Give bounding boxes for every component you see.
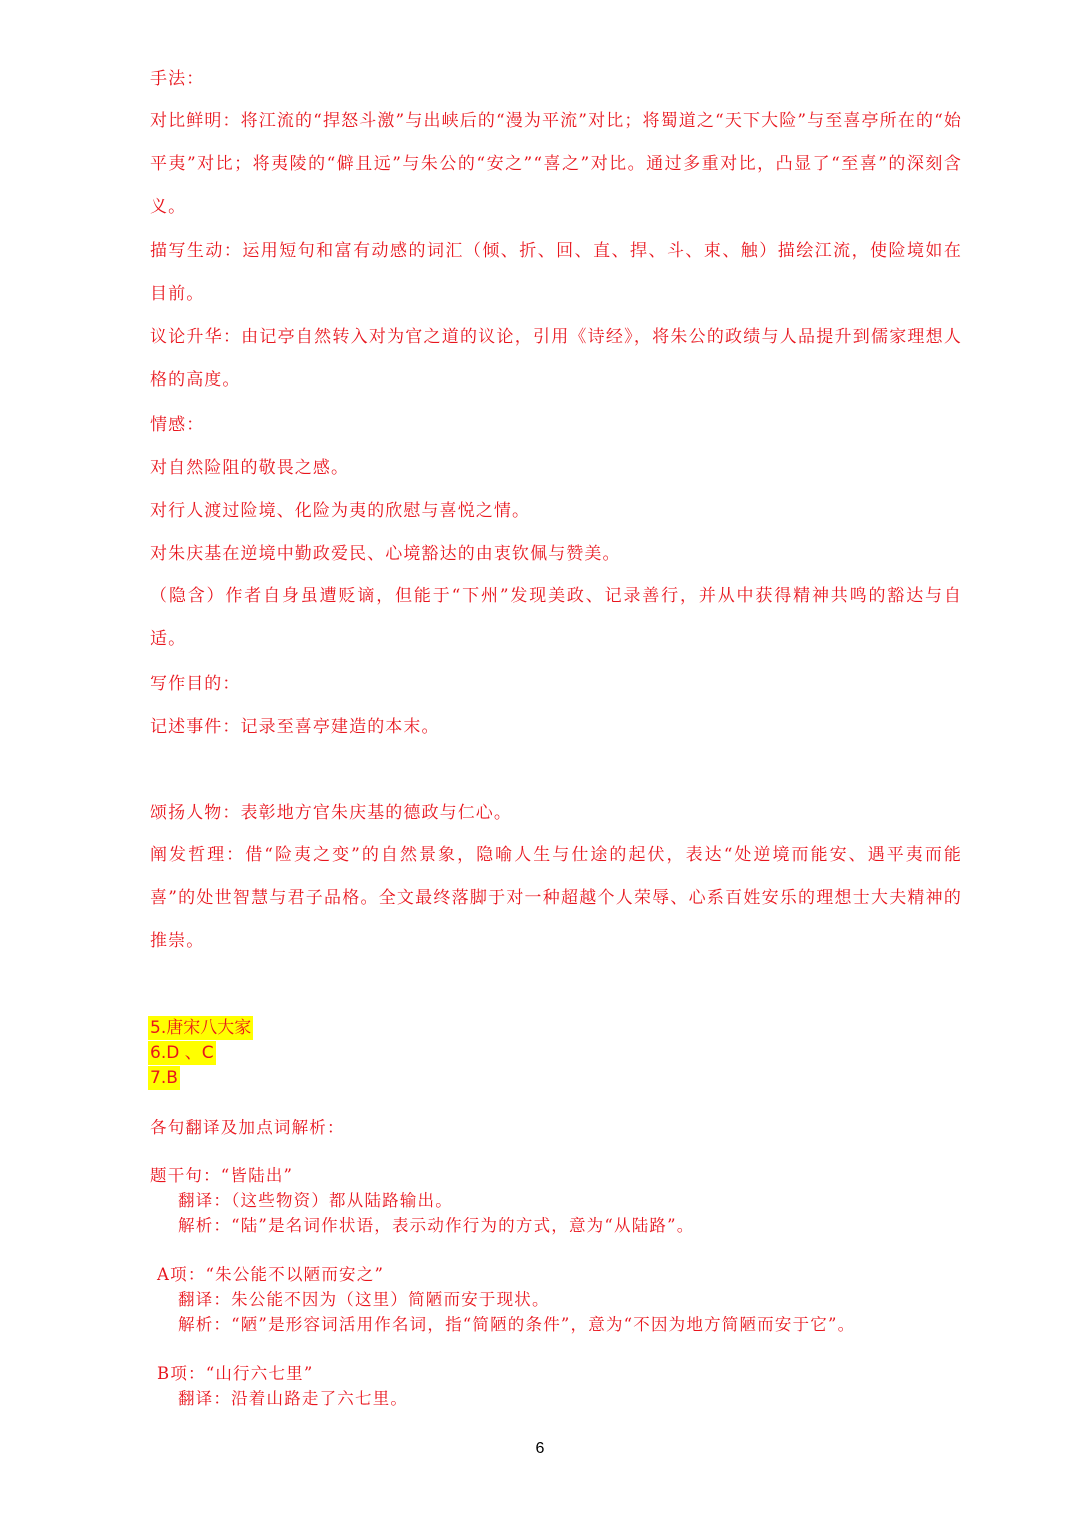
- purpose-philosophy: 阐发哲理：借“险夷之变”的自然景象，隐喻人生与仕途的起伏，表达“处逆境而能安、遇平夷而能喜”的处世智慧与君子品格。全文最终落脚于对一种超越个人荣辱、心系百姓安乐的理想士大夫精神的推崇。: [150, 845, 962, 951]
- option-b-translation: 翻译：沿着山路走了六七里。: [178, 1389, 409, 1408]
- stem-translation: 翻译：（这些物资）都从陆路输出。: [178, 1191, 453, 1210]
- emotion-heading: 情感：: [150, 415, 205, 435]
- emotion-item-3: 对朱庆基在逆境中勤政爱民、心境豁达的由衷钦佩与赞美。: [150, 544, 621, 564]
- answer-6: 6.D 、C: [150, 1043, 214, 1063]
- emotion-item-2: 对行人渡过险境、化险为夷的欣慰与喜悦之情。: [150, 501, 531, 521]
- technique-heading: 手法：: [150, 69, 205, 89]
- stem-title: 题干句：“皆陆出”: [150, 1166, 294, 1185]
- option-a-analysis: 解析：“陋”是形容词活用作名词，指“简陋的条件”，意为“不因为地方简陋而安于它”。: [178, 1315, 856, 1334]
- option-b-title: B项：“山行六七里”: [157, 1364, 314, 1383]
- emotion-implied: （隐含）作者自身虽遭贬谪，但能于“下州”发现美政、记录善行，并从中获得精神共鸣的豁达与自适。: [150, 586, 962, 649]
- page-number: 6: [535, 1440, 545, 1457]
- purpose-record: 记述事件：记录至喜亭建造的本末。: [150, 717, 440, 737]
- option-a-title: A项：“朱公能不以陋而安之”: [157, 1265, 385, 1284]
- option-a-translation: 翻译：朱公能不因为（这里）简陋而安于现状。: [178, 1290, 550, 1309]
- purpose-heading: 写作目的：: [150, 674, 241, 694]
- answer-5: 5.唐宋八大家: [150, 1018, 252, 1038]
- technique-contrast: 对比鲜明：将江流的“捍怒斗激”与出峡后的“漫为平流”对比；将蜀道之“天下大险”与至喜亭所在的“始平夷”对比；将夷陵的“僻且远”与朱公的“安之”“喜之”对比。通过多重对比，凸显了“至喜”的深刻含义。: [150, 111, 962, 217]
- technique-argument: 议论升华：由记亭自然转入对为官之道的议论，引用《诗经》，将朱公的政绩与人品提升到儒家理想人格的高度。: [150, 327, 962, 390]
- technique-description: 描写生动：运用短句和富有动感的词汇（倾、折、回、直、捍、斗、束、触）描绘江流，使险境如在目前。: [150, 241, 962, 304]
- purpose-praise: 颂扬人物：表彰地方官朱庆基的德政与仁心。: [150, 803, 512, 823]
- answer-7: 7.B: [150, 1068, 178, 1088]
- analysis-heading: 各句翻译及加点词解析：: [150, 1118, 345, 1137]
- stem-analysis: 解析：“陆”是名词作状语，表示动作行为的方式，意为“从陆路”。: [178, 1216, 695, 1235]
- emotion-item-1: 对自然险阻的敬畏之感。: [150, 458, 350, 478]
